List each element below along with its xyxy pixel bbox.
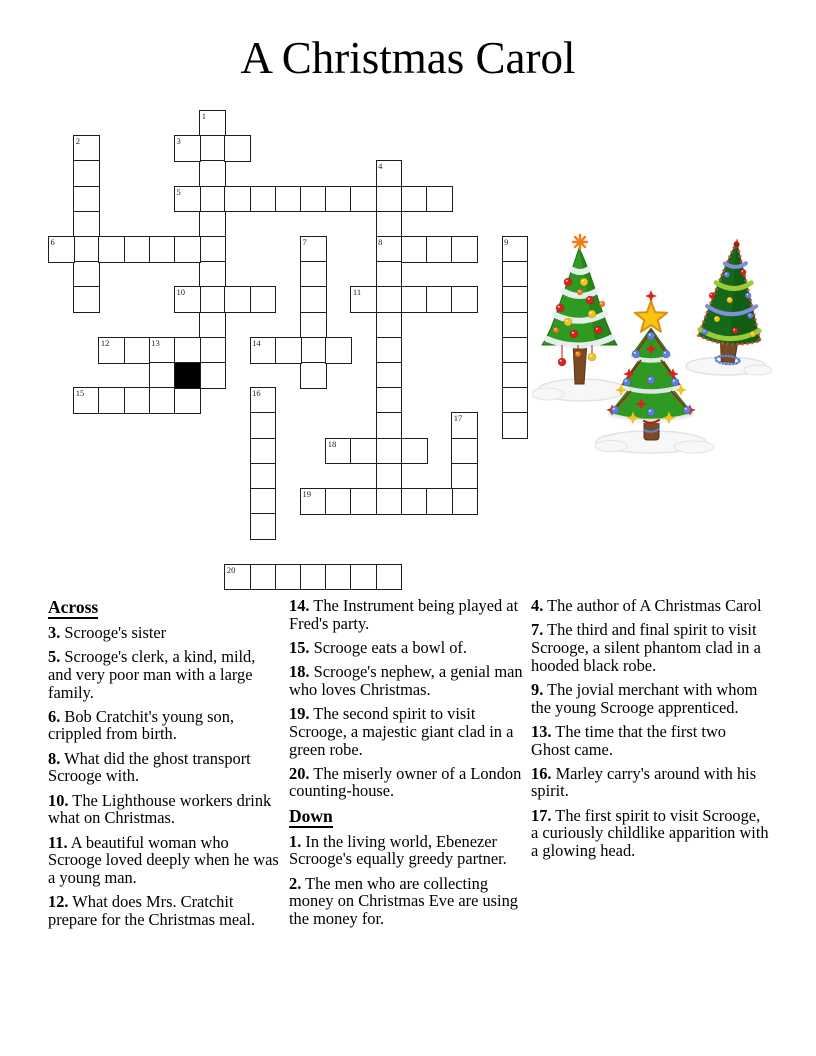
christmas-tree-tilted <box>686 239 772 375</box>
grid-cell[interactable] <box>401 438 428 465</box>
grid-cell[interactable] <box>426 286 453 313</box>
grid-cell[interactable] <box>376 362 403 389</box>
grid-cell[interactable] <box>376 412 403 439</box>
grid-cell[interactable] <box>350 286 377 313</box>
clue-16: 16. Marley carry's around with his spirit. <box>531 763 757 801</box>
clue-6: 6. Bob Cratchit's young son, crippled from birth. <box>48 706 234 744</box>
grid-cell[interactable] <box>300 236 327 263</box>
grid-cell[interactable] <box>300 286 327 313</box>
grid-cell[interactable] <box>350 186 377 213</box>
cell-number: 12 <box>100 337 110 348</box>
crossword-grid <box>48 110 530 592</box>
christmas-trees-illustration <box>532 224 772 474</box>
grid-cell[interactable] <box>502 312 529 339</box>
grid-cell[interactable] <box>199 160 226 187</box>
cell-number: 2 <box>75 136 80 147</box>
down-header: Down <box>289 805 333 826</box>
grid-cell[interactable] <box>174 286 201 313</box>
grid-cell[interactable] <box>149 337 176 364</box>
grid-cell[interactable] <box>250 438 277 465</box>
cell-number: 20 <box>226 564 236 575</box>
grid-cell[interactable] <box>451 412 478 439</box>
grid-cell[interactable] <box>174 387 201 414</box>
grid-cell[interactable] <box>426 236 453 263</box>
clue-18: 18. Scrooge's nephew, a genial man who loves Christmas. <box>289 662 523 699</box>
grid-cell[interactable] <box>451 463 478 490</box>
grid-cell[interactable] <box>300 337 327 364</box>
grid-cell[interactable] <box>401 236 428 263</box>
grid-cell[interactable] <box>149 387 176 414</box>
grid-cell[interactable] <box>275 337 302 364</box>
grid-cell[interactable] <box>250 564 277 591</box>
grid-cell[interactable] <box>426 186 453 213</box>
grid-cell[interactable] <box>325 564 352 591</box>
christmas-tree-frosted <box>532 235 626 401</box>
clues-column-2 <box>289 597 529 934</box>
grid-cell[interactable] <box>275 564 302 591</box>
clue-19: 19. The second spirit to visit Scrooge, a majestic giant clad in a green robe. <box>289 704 514 759</box>
grid-cell[interactable] <box>174 186 201 213</box>
cell-number: 3 <box>176 136 181 147</box>
grid-cell[interactable] <box>376 211 403 238</box>
grid-cell[interactable] <box>451 236 478 263</box>
grid-cell[interactable] <box>73 286 100 313</box>
grid-cell[interactable] <box>401 186 428 213</box>
black-cell <box>174 362 201 389</box>
grid-cell[interactable] <box>502 261 529 288</box>
clue-8: 8. What did the ghost transport Scrooge with. <box>48 748 251 786</box>
grid-cell[interactable] <box>350 564 377 591</box>
clue-3: 3. Scrooge's sister <box>48 622 167 642</box>
cell-number: 4 <box>378 161 383 172</box>
cell-number: 18 <box>327 438 337 449</box>
cell-number: 16 <box>252 388 261 399</box>
grid-cell[interactable] <box>502 387 529 414</box>
grid-cell[interactable] <box>325 186 352 213</box>
clue-11: 11. A beautiful woman who Scrooge loved deeply when he was a young man. <box>48 832 279 888</box>
grid-cell[interactable] <box>451 488 478 515</box>
grid-cell[interactable] <box>376 186 403 213</box>
clue-9: 9. The jovial merchant with whom the young Scrooge apprenticed. <box>531 679 758 717</box>
grid-cell[interactable] <box>325 488 352 515</box>
grid-cell[interactable] <box>451 438 478 465</box>
clue-14: 14. The Instrument being played at Fred's party. <box>289 596 519 633</box>
cell-number: 10 <box>176 287 185 298</box>
grid-cell[interactable] <box>376 564 403 591</box>
grid-cell[interactable] <box>174 337 201 364</box>
grid-cell[interactable] <box>250 463 277 490</box>
grid-cell[interactable] <box>124 236 151 263</box>
cell-number: 17 <box>453 413 463 424</box>
grid-cell[interactable] <box>224 286 251 313</box>
grid-cell[interactable] <box>199 135 226 162</box>
grid-cell[interactable] <box>350 438 377 465</box>
grid-cell[interactable] <box>98 337 125 364</box>
grid-cell[interactable] <box>300 312 327 339</box>
cell-number: 6 <box>50 237 55 247</box>
grid-cell[interactable] <box>174 236 201 263</box>
grid-cell[interactable] <box>401 286 428 313</box>
grid-cell[interactable] <box>401 488 428 515</box>
grid-cell[interactable] <box>376 236 403 263</box>
grid-cell[interactable] <box>376 261 403 288</box>
grid-cell[interactable] <box>124 387 151 414</box>
cell-number: 11 <box>352 287 362 298</box>
grid-cell[interactable] <box>73 160 100 187</box>
clue-17: 17. The first spirit to visit Scrooge, a curiously childlike apparition with a glowing head. <box>531 805 769 861</box>
grid-cell[interactable] <box>376 438 403 465</box>
grid-cell[interactable] <box>174 135 201 162</box>
across-header: Across <box>48 597 99 617</box>
grid-cell[interactable] <box>224 186 251 213</box>
grid-cell[interactable] <box>124 337 151 364</box>
page-title: A Christmas Carol <box>240 33 576 83</box>
grid-cell[interactable] <box>376 488 403 515</box>
cell-number: 15 <box>75 388 85 399</box>
grid-cell[interactable] <box>224 564 251 591</box>
clues-column-3 <box>531 597 769 866</box>
grid-cell[interactable] <box>199 312 226 339</box>
grid-cell[interactable] <box>376 286 403 313</box>
grid-cell[interactable] <box>73 211 100 238</box>
grid-cell[interactable] <box>73 186 100 213</box>
clue-4: 4. The author of A Christmas Carol <box>531 596 762 615</box>
grid-cell[interactable] <box>300 261 327 288</box>
cell-number: 19 <box>302 489 311 499</box>
grid-cell[interactable] <box>250 186 277 213</box>
grid-cell[interactable] <box>73 387 100 414</box>
cell-number: 7 <box>302 237 307 247</box>
grid-cell[interactable] <box>73 261 100 288</box>
clue-13: 13. The time that the first two Ghost came. <box>531 721 726 759</box>
clue-7: 7. The third and final spirit to visit Scrooge, a silent phantom clad in a hooded black robe. <box>531 620 761 675</box>
grid-cell[interactable] <box>199 186 226 213</box>
clue-15: 15. Scrooge eats a bowl of. <box>289 637 467 657</box>
grid-cell[interactable] <box>250 513 277 540</box>
grid-cell[interactable] <box>376 312 403 339</box>
clue-2: 2. The men who are collecting money on Christmas Eve are using the money for. <box>289 873 518 928</box>
grid-cell[interactable] <box>300 186 327 213</box>
grid-cell[interactable] <box>376 387 403 414</box>
grid-cell[interactable] <box>300 488 327 515</box>
grid-cell[interactable] <box>73 236 100 263</box>
grid-cell[interactable] <box>149 236 176 263</box>
grid-cell[interactable] <box>502 286 529 313</box>
cell-number: 1 <box>201 111 206 121</box>
clue-10: 10. The Lighthouse workers drink what on Christmas. <box>48 790 272 828</box>
grid-cell[interactable] <box>98 387 125 414</box>
grid-cell[interactable] <box>98 236 125 263</box>
grid-cell[interactable] <box>250 337 277 364</box>
grid-cell[interactable] <box>224 135 251 162</box>
grid-cell[interactable] <box>502 236 529 263</box>
cell-number: 14 <box>252 337 261 348</box>
grid-cell[interactable] <box>275 186 302 213</box>
grid-cell[interactable] <box>48 236 75 263</box>
grid-cell[interactable] <box>250 387 277 414</box>
grid-cell[interactable] <box>325 337 352 364</box>
clues-column-1 <box>48 597 282 935</box>
grid-cell[interactable] <box>250 286 277 313</box>
grid-cell[interactable] <box>199 236 226 263</box>
grid-cell[interactable] <box>199 211 226 238</box>
grid-cell[interactable] <box>250 412 277 439</box>
grid-cell[interactable] <box>199 110 226 137</box>
cell-number: 8 <box>378 237 383 247</box>
grid-cell[interactable] <box>426 488 453 515</box>
cell-number: 13 <box>151 337 160 348</box>
grid-cell[interactable] <box>300 362 327 389</box>
grid-cell[interactable] <box>350 488 377 515</box>
grid-cell[interactable] <box>376 337 403 364</box>
grid-cell[interactable] <box>199 337 226 364</box>
clue-5: 5. Scrooge's clerk, a kind, mild, and very poor man with a large family. <box>48 647 256 702</box>
grid-cell[interactable] <box>376 463 403 490</box>
cell-number: 9 <box>504 237 509 247</box>
grid-cell[interactable] <box>502 362 529 389</box>
clue-1: 1. In the living world, Ebenezer Scrooge's equally greedy partner. <box>289 831 507 869</box>
clue-12: 12. What does Mrs. Cratchit prepare for the Christmas meal. <box>48 892 256 929</box>
grid-cell[interactable] <box>73 135 100 162</box>
grid-cell[interactable] <box>300 564 327 591</box>
grid-cell[interactable] <box>376 160 403 187</box>
grid-cell[interactable] <box>502 412 529 439</box>
grid-cell[interactable] <box>199 261 226 288</box>
grid-cell[interactable] <box>199 362 226 389</box>
grid-cell[interactable] <box>502 337 529 364</box>
clue-20: 20. The miserly owner of a London counting-house. <box>289 763 522 801</box>
grid-cell[interactable] <box>250 488 277 515</box>
grid-cell[interactable] <box>149 362 176 389</box>
grid-cell[interactable] <box>199 286 226 313</box>
cell-number: 5 <box>176 186 181 197</box>
grid-cell[interactable] <box>325 438 352 465</box>
grid-cell[interactable] <box>451 286 478 313</box>
